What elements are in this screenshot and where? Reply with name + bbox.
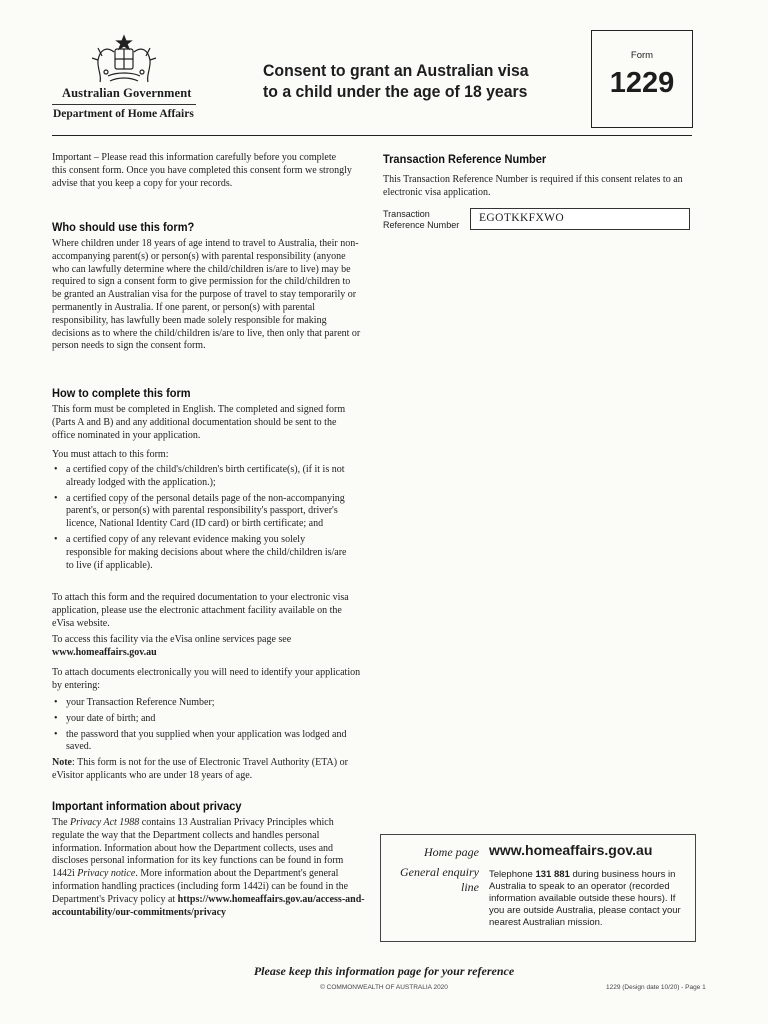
list-item: • a certified copy of the personal details page of the non-accompanying parent's, or person(s) with parental responsibility's passport, driver's licence, National Identity Card (ID card) or birth certificate; and: [52, 493, 352, 531]
footer-note: Please keep this information page for your reference: [253, 964, 515, 978]
coat-of-arms-icon: [88, 32, 160, 88]
home-page-label: Home page: [424, 845, 479, 859]
privacy-notice-title: Privacy notice: [77, 868, 136, 880]
trn-value: EGOTKKFXWO: [479, 212, 565, 224]
government-name: Australian Government: [62, 86, 192, 100]
how-paragraph: This form must be completed in English. The completed and signed form (Parts A and B) and any additional documentation should be sent to the office nominated in your application.: [52, 404, 346, 441]
privacy-text: contains 13 Australian Privacy Principles which regulate the way that the Department collects and handles personal information. Information about how the Department collects, uses and discloses personal information for its key functions can be found in form 1442i: [52, 817, 344, 880]
privacy-text: The: [52, 817, 71, 828]
title-line-2: to a child under the age of 18 years: [263, 82, 528, 101]
list-item: • a certified copy of any relevant evidence making you solely responsible for making decisions about where the child/children is/are to live (if applicable).: [52, 534, 352, 572]
intro-paragraph: Important – Please read this information carefully before you complete this consent form. Once you have completed this consent form we strongly advise that you keep a copy for your records.: [52, 152, 352, 189]
form-number: 1229: [609, 67, 675, 99]
privacy-heading: Important information about privacy: [52, 799, 242, 813]
attachment-list: [52, 464, 352, 575]
trn-field-label: Transaction Reference Number: [383, 209, 460, 231]
enquiry-text: [489, 869, 689, 929]
list-item: • your date of birth; and: [52, 713, 362, 726]
phone-number: 131 881: [535, 869, 570, 880]
privacy-act-title: Privacy Act 1988: [70, 817, 140, 828]
who-paragraph: Where children under 18 years of age intend to travel to Australia, their non-accompanying parent(s) or person(s) with parental responsibility (anyone who can lawfully determine where the child/children is/are to live) may be required to sign a consent form to give permission for the child/children to be granted an Australian visa for the purpose of travel to stay temporarily or permanently in Australia. If one parent, or person(s) with parental responsibility, has lawfully been made solely responsible for making decisions as to where the child/children is/are to live, then only that parent or person needs to sign the consent form.: [52, 238, 361, 352]
attach-intro: You must attach to this form:: [52, 449, 169, 460]
access-link[interactable]: www.homeaffairs.gov.au: [52, 646, 157, 658]
home-page-link[interactable]: www.homeaffairs.gov.au: [489, 842, 653, 858]
list-item: • your Transaction Reference Number;: [52, 697, 362, 710]
trn-input[interactable]: [470, 208, 690, 230]
trn-heading: Transaction Reference Number: [383, 152, 547, 166]
note-paragraph: [52, 757, 362, 783]
list-item: • a certified copy of the child's/children's birth certificate(s), (if it is not already lodged with the application.);: [52, 464, 352, 490]
page-reference: 1229 (Design date 10/20) - Page 1: [606, 984, 706, 991]
title-line-1: Consent to grant an Australian visa: [263, 61, 529, 80]
how-heading: How to complete this form: [52, 386, 191, 400]
access-text: To access this facility via the eVisa online services page see: [52, 634, 292, 645]
logo-divider: [52, 104, 196, 105]
note-label: Note: [52, 757, 72, 768]
attach-paragraph: To attach this form and the required documentation to your electronic visa application, please use the electronic attachment facility available on the eVisa website.: [52, 592, 349, 629]
access-paragraph: [52, 634, 362, 660]
trn-description: This Transaction Reference Number is required if this consent relates to an electronic visa application.: [383, 174, 683, 198]
identify-paragraph: To attach documents electronically you will need to identify your application by entering:: [52, 667, 361, 691]
privacy-policy-link[interactable]: https://www.homeaffairs.gov.au/access-and-accountability/our-commitments/privacy: [52, 893, 365, 918]
enquiry-details: during business hours in Australia to speak to an operator (recorded information available outside these hours). If you are outside Australia, please contact your nearest Australian mission.: [489, 869, 681, 928]
copyright: © COMMONWEALTH OF AUSTRALIA 2020: [320, 984, 448, 991]
list-item: • the password that you supplied when your application was lodged and saved.: [52, 729, 362, 755]
identify-list: [52, 697, 362, 757]
privacy-paragraph: [52, 817, 367, 919]
privacy-text: . More information about the Department's general information handling practices (including form 1442i) can be found in the Department's Privacy policy at: [52, 868, 349, 905]
note-text: : This form is not for the use of Electronic Travel Authority (ETA) or eVisitor applicants who are under 18 years of age.: [52, 757, 348, 781]
header-divider: [52, 135, 692, 136]
enquiry-prefix: Telephone: [489, 869, 536, 880]
form-label: Form: [630, 50, 654, 61]
who-heading: Who should use this form?: [52, 220, 195, 234]
form-number-box: [591, 30, 693, 128]
enquiry-label: General enquiry line: [400, 865, 479, 894]
contact-box: [380, 834, 696, 942]
department-name: Department of Home Affairs: [53, 108, 194, 120]
document-title: [263, 60, 542, 102]
